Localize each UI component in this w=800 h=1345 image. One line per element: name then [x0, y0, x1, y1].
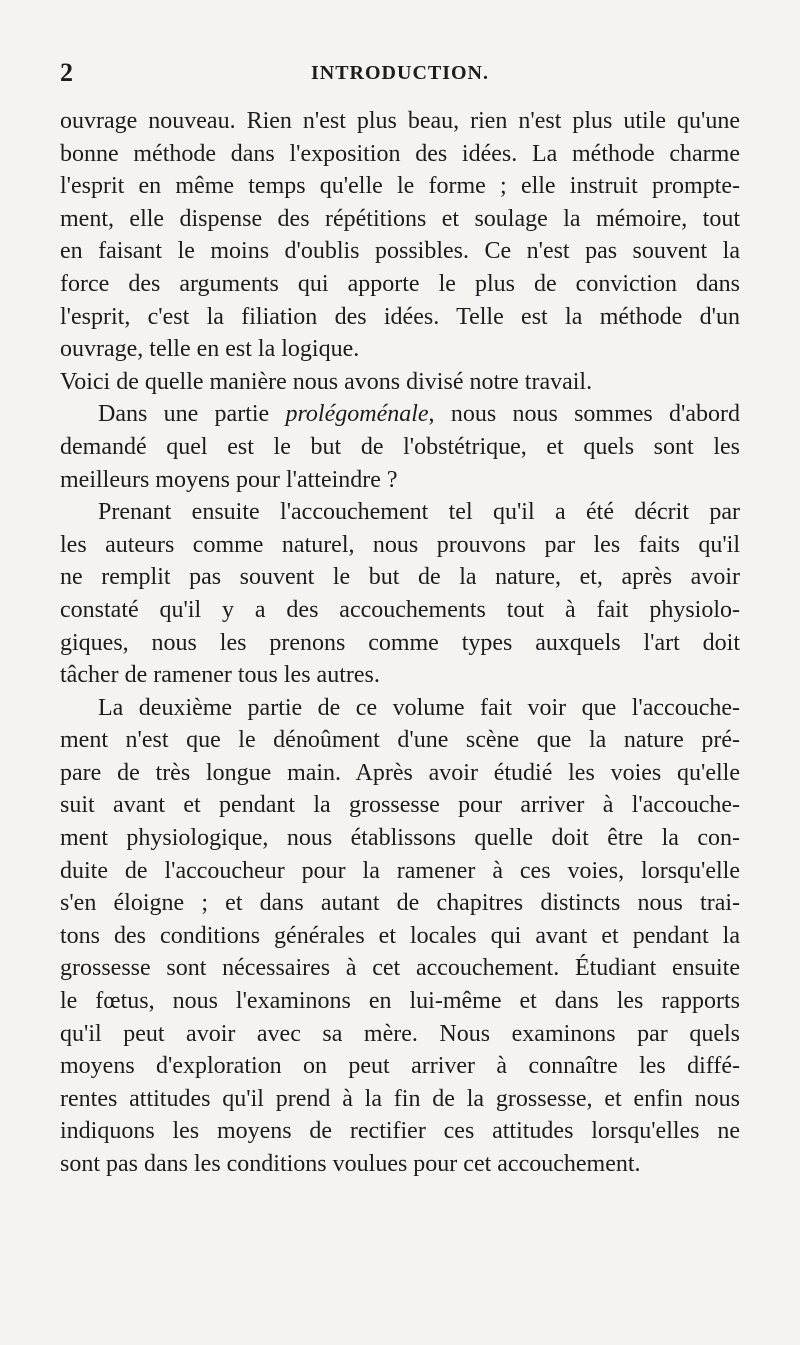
- text-line: le fœtus, nous l'examinons en lui-même et dans les rapports: [60, 988, 740, 1015]
- text-line: rentes attitudes qu'il prend à la fin de la grossesse, et enfin nous: [60, 1085, 740, 1112]
- text-line: les auteurs comme naturel, nous prouvons par les faits qu'il: [60, 531, 740, 558]
- text-line: tons des conditions générales et locales qui avant et pendant la: [60, 922, 740, 949]
- text-line: l'esprit en même temps qu'elle le forme ; elle instruit prompte-: [60, 173, 740, 200]
- running-head: [60, 58, 740, 88]
- italic-term: prolégoménale: [285, 401, 429, 428]
- text-line: s'en éloigne ; et dans autant de chapitres distincts nous trai-: [60, 890, 740, 917]
- text-line: indiquons les moyens de rectifier ces attitudes lorsqu'elles ne: [60, 1118, 740, 1145]
- text-line: constaté qu'il y a des accouchements tout à fait physiolo-: [60, 596, 740, 623]
- text-line: moyens d'exploration on peut arriver à connaître les diffé-: [60, 1053, 740, 1080]
- text-line: ouvrage, telle en est la logique.: [60, 336, 360, 363]
- text-line: meilleurs moyens pour l'atteindre ?: [60, 466, 398, 493]
- text-line: ouvrage nouveau. Rien n'est plus beau, rien n'est plus utile qu'une: [60, 108, 740, 134]
- page-number: 2: [60, 58, 73, 87]
- text-line: l'esprit, c'est la filiation des idées. Telle est la méthode d'un: [60, 303, 740, 330]
- text-line: Prenant ensuite l'accouchement tel qu'il a été décrit par: [98, 499, 740, 526]
- text-line: pare de très longue main. Après avoir étudié les voies qu'elle: [60, 759, 740, 786]
- body-text: [60, 105, 740, 1181]
- text-line: sont pas dans les conditions voulues pour cet accouchement.: [60, 1151, 641, 1177]
- text-line: ment physiologique, nous établissons quelle doit être la con-: [60, 825, 740, 852]
- text-line: suit avant et pendant la grossesse pour arriver à l'accouche-: [60, 792, 740, 819]
- text-line: grossesse sont nécessaires à cet accouchement. Étudiant ensuite: [60, 955, 740, 982]
- text-line: force des arguments qui apporte le plus de conviction dans: [60, 270, 740, 297]
- text-line: demandé quel est le but de l'obstétrique, et quels sont les: [60, 433, 740, 460]
- text-line: en faisant le moins d'oublis possibles. Ce n'est pas souvent la: [60, 238, 740, 265]
- running-title: INTRODUCTION.: [310, 62, 490, 84]
- text-line: Voici de quelle manière nous avons divisé notre travail.: [60, 368, 593, 395]
- text-line: duite de l'accoucheur pour la ramener à ces voies, lorsqu'elle: [60, 857, 740, 884]
- text-line: ne remplit pas souvent le but de la nature, et, après avoir: [60, 564, 740, 591]
- text-line: tâcher de ramener tous les autres.: [60, 662, 380, 689]
- text-line: giques, nous les prenons comme types auxquels l'art doit: [60, 629, 740, 656]
- text-line: ment, elle dispense des répétitions et soulage la mémoire, tout: [60, 205, 740, 232]
- text-line: Dans une partie prolégoménale, nous nous sommes d'abord: [98, 401, 740, 428]
- text-line: bonne méthode dans l'exposition des idées. La méthode charme: [60, 140, 740, 167]
- text-line: ment n'est que le dénoûment d'une scène que la nature pré-: [60, 727, 740, 754]
- text-line: La deuxième partie de ce volume fait voir que l'accouche-: [98, 694, 740, 721]
- text-line: qu'il peut avoir avec sa mère. Nous examinons par quels: [60, 1020, 740, 1047]
